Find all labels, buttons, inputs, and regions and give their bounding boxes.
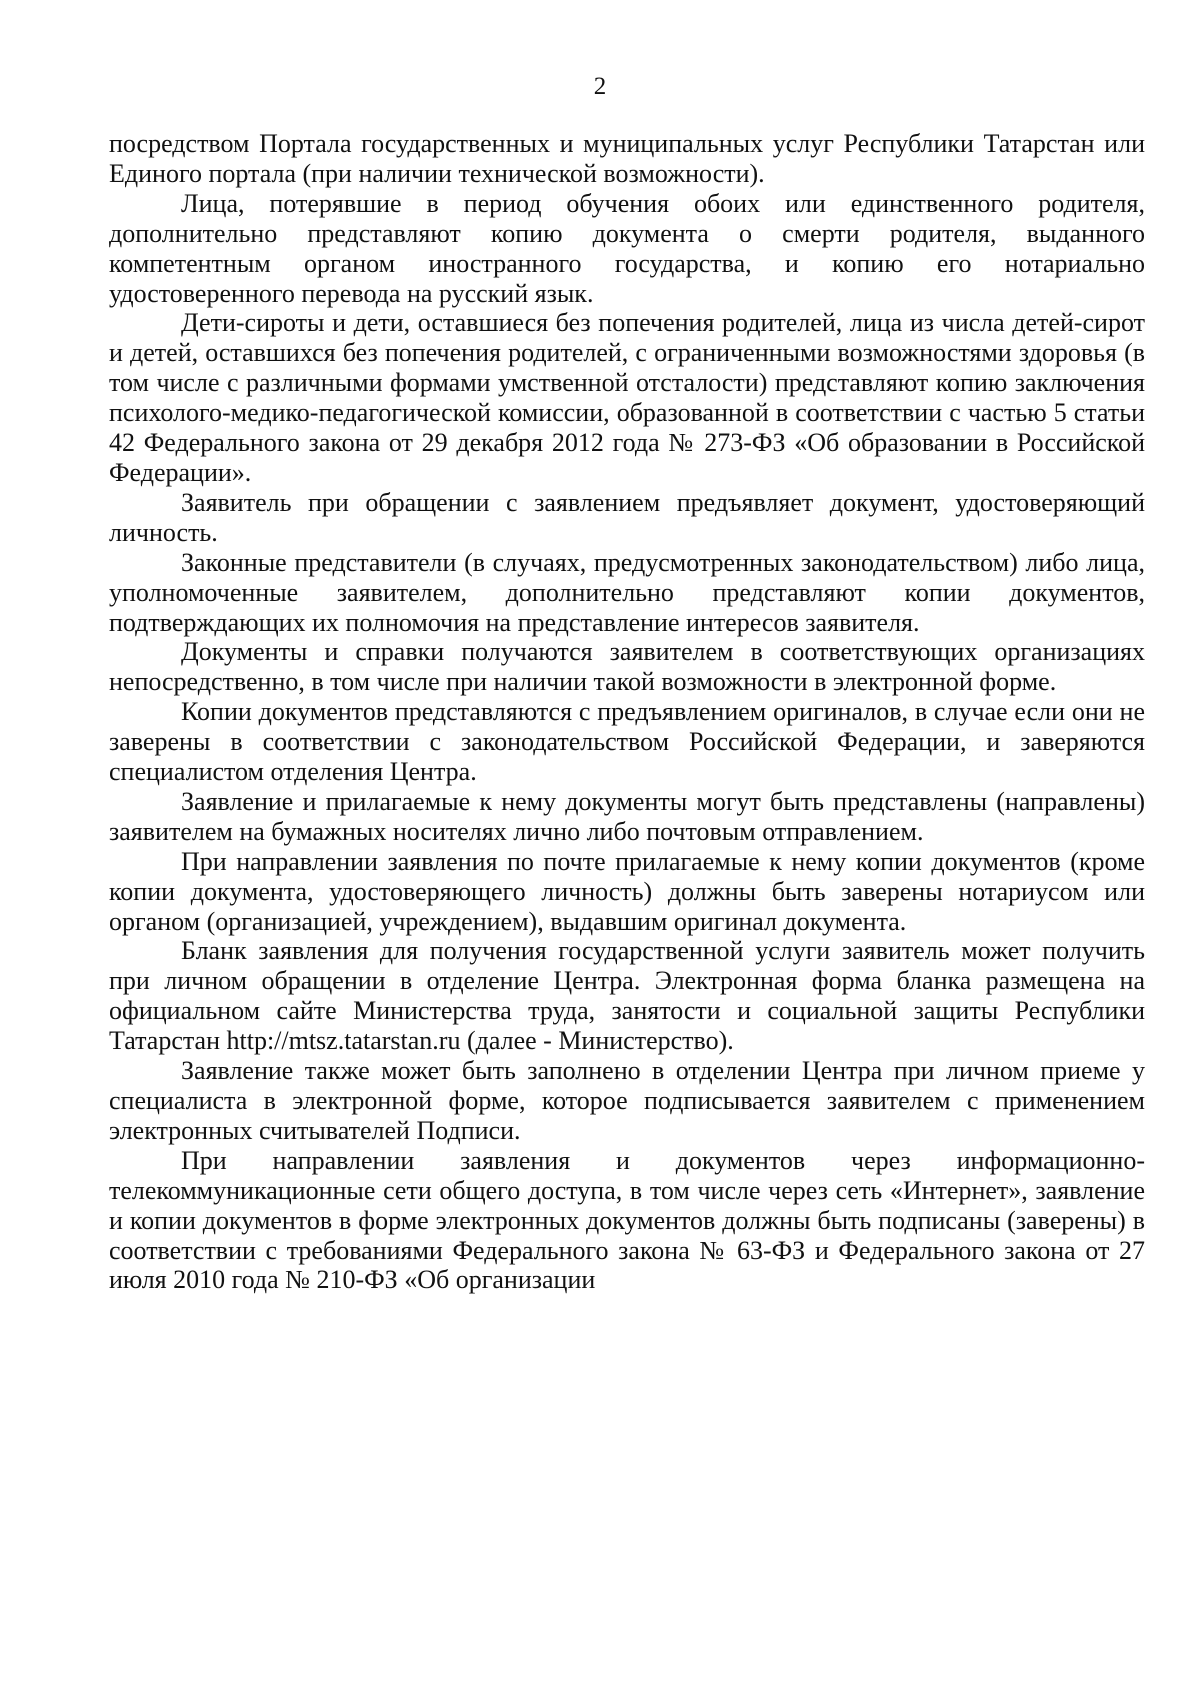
page-number: 2 — [593, 73, 607, 100]
paragraph-identity-document: Заявитель при обращении с заявлением предъявляет документ, удостоверяющий личность. — [109, 487, 1145, 547]
paragraph-documents-obtained: Документы и справки получаются заявителем в соответствующих организациях непосредственно, в том числе при наличии такой возможности в электронной форме. — [109, 637, 1145, 697]
paragraph-application-form: Бланк заявления для получения государственной услуги заявитель может получить при личном обращении в отделение Центра. Электронная форма бланка размещена на официальном сайте Министерства труда, занятости и социальной защиты Республики Татарстан http://mtsz.tatarstan.ru (далее - Министерство). — [109, 936, 1145, 1056]
paragraph-copies-originals: Копии документов представляются с предъявлением оригиналов, в случае если они не заверены в соответствии с законодательством Российской Федерации, и заверяются специалистом отделения Центра. — [109, 697, 1145, 787]
document-body — [109, 129, 1145, 1295]
paragraph-legal-representatives: Законные представители (в случаях, предусмотренных законодательством) либо лица, уполномоченные заявителем, дополнительно представляют копии документов, подтверждающих их полномочия на представление интересов заявителя. — [109, 547, 1145, 637]
paragraph-postal-submission: При направлении заявления по почте прилагаемые к нему копии документов (кроме копии документа, удостоверяющего личность) должны быть заверены нотариусом или органом (организацией, учреждением), выдавшим оригинал документа. — [109, 846, 1145, 936]
paragraph-electronic-filling: Заявление также может быть заполнено в отделении Центра при личном приеме у специалиста в электронной форме, которое подписывается заявителем с применением электронных считывателей Подписи. — [109, 1056, 1145, 1145]
paragraph-orphans-death-document: Лица, потерявшие в период обучения обоих или единственного родителя, дополнительно представляют копию документа о смерти родителя, выданного компетентным органом иностранного государства, и копию его нотариально удостоверенного перевода на русский язык. — [109, 188, 1145, 308]
paragraph-continuation: посредством Портала государственных и муниципальных услуг Республики Татарстан или Единого портала (при наличии технической возможности). — [109, 129, 1145, 188]
paragraph-submission-methods: Заявление и прилагаемые к нему документы могут быть представлены (направлены) заявителем на бумажных носителях лично либо почтовым отправлением. — [109, 786, 1145, 846]
paragraph-orphans-disabilities: Дети-сироты и дети, оставшиеся без попечения родителей, лица из числа детей-сирот и детей, оставшихся без попечения родителей, с ограниченными возможностями здоровья (в том числе с различными формами умственной отсталости) представляют копию заключения психолого-медико-педагогической комиссии, образованной в соответствии с частью 5 статьи 42 Федерального закона от 29 декабря 2012 года № 273-ФЗ «Об образовании в Российской Федерации». — [109, 308, 1145, 487]
paragraph-electronic-submission: При направлении заявления и документов через информационно-телекоммуникационные сети общего доступа, в том числе через сеть «Интернет», заявление и копии документов в форме электронных документов должны быть подписаны (заверены) в соответствии с требованиями Федерального закона № 63-ФЗ и Федерального закона от 27 июля 2010 года № 210-ФЗ «Об организации — [109, 1145, 1145, 1295]
